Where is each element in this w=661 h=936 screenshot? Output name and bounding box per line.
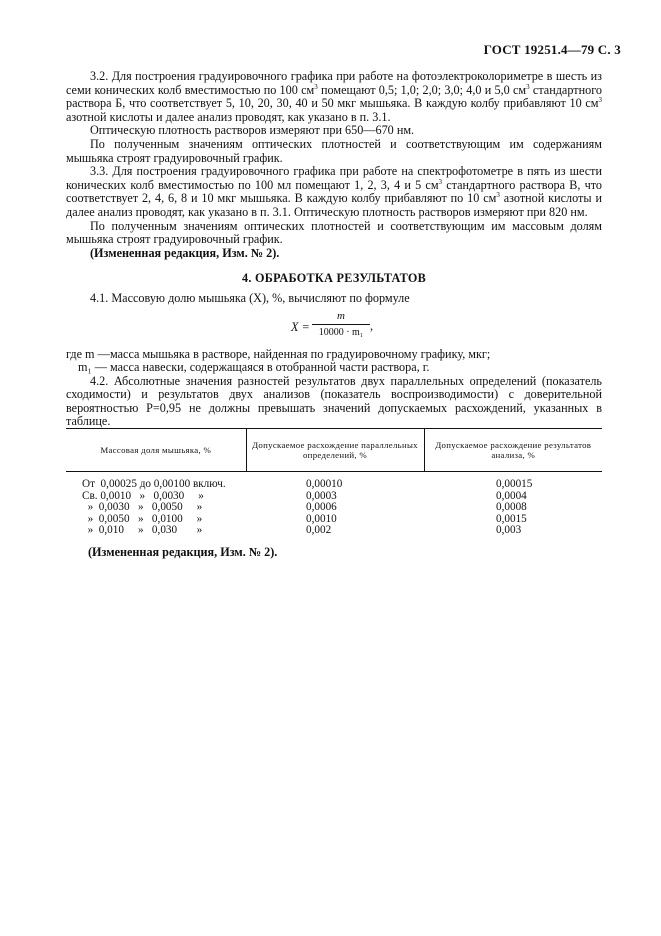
table-cell: 0,0003 (306, 489, 337, 502)
section-title: 4. ОБРАБОТКА РЕЗУЛЬТАТОВ (241, 271, 427, 286)
table-cell: Св. 0,0010 » 0,0030 » (82, 489, 204, 502)
formula (66, 310, 602, 348)
definition-m1 (66, 361, 602, 375)
table-row (66, 525, 602, 537)
table-cell: » 0,0030 » 0,0050 » (82, 501, 203, 514)
formula-denominator: 10000 · m₁ (318, 327, 364, 339)
formula-numerator: m (312, 310, 370, 326)
formula-lhs: X = (291, 319, 310, 334)
formula-fraction (312, 310, 370, 340)
document-body (66, 70, 602, 429)
table-cell: 0,00015 (496, 478, 533, 490)
table-cell: 0,00010 (306, 478, 343, 490)
formula-comma: , (370, 318, 374, 333)
table-cell: От 0,00025 до 0,00100 включ. (82, 478, 226, 490)
amendment-note-1: (Измененная редакция, Изм. № 2). (90, 245, 280, 260)
table-header-cell: Допускаемое расхождение результатов анализа, % (424, 429, 602, 472)
paragraph-4-2: 4.2. Абсолютные значения разностей результатов двух параллельных определений (показатель сходимости) и результатов двух анализов (показатель воспроизводимости) с доверительной вероятностью P=0,95 не должны превышать значений допускаемых расхождений, указанных в таблице. (66, 373, 602, 429)
table-cell: 0,0004 (496, 489, 527, 502)
definition-m1-text: масса навески, содержащаяся в отобранной части раствора, г. (110, 360, 430, 375)
definition-m-symbol: где m — (66, 346, 110, 361)
paragraph-plot-2: По полученным значениям оптических плотностей и соответствующим им массовым долям мышьяка строят градуировочный график. (66, 218, 602, 247)
table-cell: 0,002 (306, 524, 332, 537)
definition-m-text: масса мышьяка в растворе, найденная по градуировочному графику, мкг; (110, 346, 491, 361)
paragraph-4-1: 4.1. Массовую долю мышьяка (X), %, вычисляют по формуле (90, 290, 410, 305)
table-header-row (66, 429, 602, 472)
paragraph-optical-density-1: Оптическую плотность растворов измеряют при 650—670 нм. (90, 123, 415, 138)
paragraph-plot-1: По полученным значениям оптических плотностей и соответствующим им содержаниям мышьяка строят градуировочный график. (66, 136, 602, 165)
table-cell: » 0,0050 » 0,0100 » (82, 512, 203, 525)
paragraph-3-2: 3.2. Для построения градуировочного графика при работе на фотоэлектроколориметре в шесть из семи конических колб вместимостью по 100 $см^3$ помещают 0,5; 1,0; 2,0; 3,0; 4,0 и 5,0 $см^3$ стандартного раствора Б, что соответствует 5, 10, 20, 30, 40 и 50 мкг мышьяка. В каждую колбу прибавляют 10 $см^3$ азотной кислоты и далее анализ проводят, как указано в п. 3.1. (66, 69, 602, 124)
tolerance-table (66, 428, 602, 537)
definition-m (66, 348, 602, 362)
table-cell: 0,0006 (306, 501, 337, 514)
definition-m1-symbol: m₁ — (78, 360, 107, 375)
table-cell: » 0,010 » 0,030 » (82, 524, 203, 537)
table-row (66, 479, 602, 491)
table-header-cell: Массовая доля мышьяка, % (66, 429, 246, 472)
table-header-cell: Допускаемое расхождение параллельных определений, % (246, 429, 424, 472)
table-cell: 0,0015 (496, 512, 527, 525)
page-header: ГОСТ 19251.4—79 С. 3 (483, 42, 621, 57)
table-cell: 0,0008 (496, 501, 527, 514)
table-cell: 0,0010 (306, 512, 337, 525)
paragraph-3-3: 3.3. Для построения градуировочного графика при работе на спектрофотометре в пять из шести конических колб вместимостью по 100 мл помещают 1, 2, 3, 4 и 5 $см^3$ стандартного раствора В, что соответствует 2, 4, 6, 8 и 10 мкг мышьяка. В каждую колбу прибавляют по 10 $см^3$ азотной кислоты и далее анализ проводят, как указано в п. 3.1. Оптическую плотность растворов измеряют при 820 нм. (66, 164, 602, 219)
table-cell: 0,003 (496, 524, 522, 537)
amendment-note-2: (Измененная редакция, Изм. № 2). (88, 545, 278, 559)
